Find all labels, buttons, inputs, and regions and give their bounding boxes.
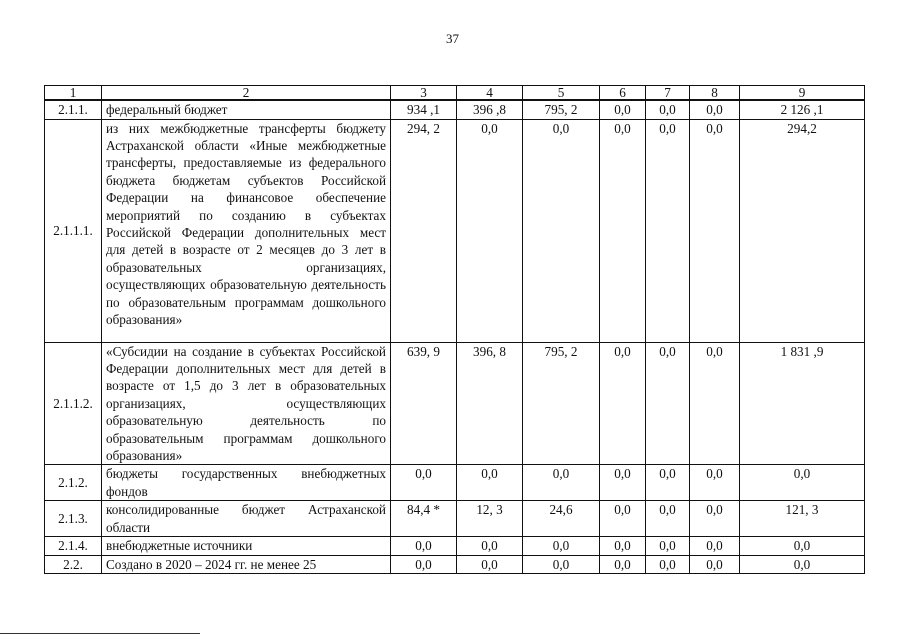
row-value: 0,0 (600, 555, 646, 573)
table-row (45, 537, 865, 555)
row-value: 84,4 * (391, 501, 457, 537)
row-value: 294,2 (740, 119, 865, 342)
table-row (45, 342, 865, 465)
row-value: 12, 3 (457, 501, 523, 537)
row-value: 0,0 (646, 100, 690, 119)
row-code: 2.1.2. (45, 465, 102, 501)
row-value: 0,0 (740, 537, 865, 555)
row-code: 2.2. (45, 555, 102, 573)
column-header: 7 (646, 86, 690, 101)
row-value: 0,0 (646, 501, 690, 537)
row-value: 2 126 ,1 (740, 100, 865, 119)
row-value: 0,0 (690, 555, 740, 573)
row-description: «Субсидии на создание в субъектах Российской Федерации дополнительных мест для детей в возрасте от 1,5 до 3 лет в образовательных организациях, осуществляющих образовательную деятельность по образовательным программам дошкольного образования» (102, 342, 391, 465)
row-value: 0,0 (600, 100, 646, 119)
row-value: 0,0 (523, 555, 600, 573)
row-value: 934 ,1 (391, 100, 457, 119)
row-value: 0,0 (690, 100, 740, 119)
row-value: 0,0 (600, 342, 646, 465)
row-value: 0,0 (646, 342, 690, 465)
row-description: Создано в 2020 – 2024 гг. не менее 25 (102, 555, 391, 573)
page-number: 37 (446, 31, 459, 46)
table-header-row (45, 86, 865, 101)
row-value: 0,0 (523, 119, 600, 342)
row-code: 2.1.1. (45, 100, 102, 119)
row-description: внебюджетные источники (102, 537, 391, 555)
column-header: 6 (600, 86, 646, 101)
row-value: 24,6 (523, 501, 600, 537)
row-code: 2.1.3. (45, 501, 102, 537)
row-value: 294, 2 (391, 119, 457, 342)
row-value: 0,0 (391, 555, 457, 573)
row-value: 0,0 (457, 537, 523, 555)
row-value: 795, 2 (523, 100, 600, 119)
column-header: 2 (102, 86, 391, 101)
row-value: 0,0 (391, 537, 457, 555)
row-value: 0,0 (690, 342, 740, 465)
table-row (45, 100, 865, 119)
row-code: 2.1.4. (45, 537, 102, 555)
row-value: 0,0 (740, 465, 865, 501)
row-value: 0,0 (457, 555, 523, 573)
row-code: 2.1.1.1. (45, 119, 102, 342)
row-value: 0,0 (457, 119, 523, 342)
table-row (45, 465, 865, 501)
table-row (45, 555, 865, 573)
row-description: бюджеты государственных внебюджетных фондов (102, 465, 391, 501)
row-value: 0,0 (600, 537, 646, 555)
row-value: 0,0 (646, 555, 690, 573)
row-value: 121, 3 (740, 501, 865, 537)
column-header: 8 (690, 86, 740, 101)
row-value: 0,0 (391, 465, 457, 501)
row-value: 0,0 (600, 501, 646, 537)
row-value: 0,0 (600, 465, 646, 501)
row-value: 0,0 (690, 537, 740, 555)
row-value: 0,0 (523, 537, 600, 555)
row-value: 396 ,8 (457, 100, 523, 119)
row-value: 0,0 (690, 119, 740, 342)
page-bottom-rule (0, 633, 200, 634)
table-row (45, 501, 865, 537)
column-header: 4 (457, 86, 523, 101)
row-value: 0,0 (646, 119, 690, 342)
row-value: 396, 8 (457, 342, 523, 465)
row-value: 0,0 (646, 537, 690, 555)
row-description: консолидированные бюджет Астраханской области (102, 501, 391, 537)
row-value: 0,0 (457, 465, 523, 501)
row-value: 795, 2 (523, 342, 600, 465)
column-header: 9 (740, 86, 865, 101)
row-value: 0,0 (600, 119, 646, 342)
row-value: 0,0 (646, 465, 690, 501)
row-value: 639, 9 (391, 342, 457, 465)
row-description: федеральный бюджет (102, 100, 391, 119)
row-value: 0,0 (690, 501, 740, 537)
column-header: 3 (391, 86, 457, 101)
row-value: 0,0 (690, 465, 740, 501)
row-description: из них межбюджетные трансферты бюджету Астраханской области «Иные межбюджетные трансферты, предоставляемые из федерального бюджета бюджетам субъектов Российской Федерации на финансовое обеспечение мероприятий по созданию в субъектах Российской Федерации дополнительных мест для детей в возрасте от 2 месяцев до 3 лет в образовательных организациях, осуществляющих образовательную деятельность по образовательным программам дошкольного образования» (102, 119, 391, 342)
row-value: 0,0 (740, 555, 865, 573)
table-row (45, 119, 865, 342)
row-code: 2.1.1.2. (45, 342, 102, 465)
column-header: 1 (45, 86, 102, 101)
column-header: 5 (523, 86, 600, 101)
row-value: 1 831 ,9 (740, 342, 865, 465)
budget-table (44, 85, 865, 574)
row-value: 0,0 (523, 465, 600, 501)
